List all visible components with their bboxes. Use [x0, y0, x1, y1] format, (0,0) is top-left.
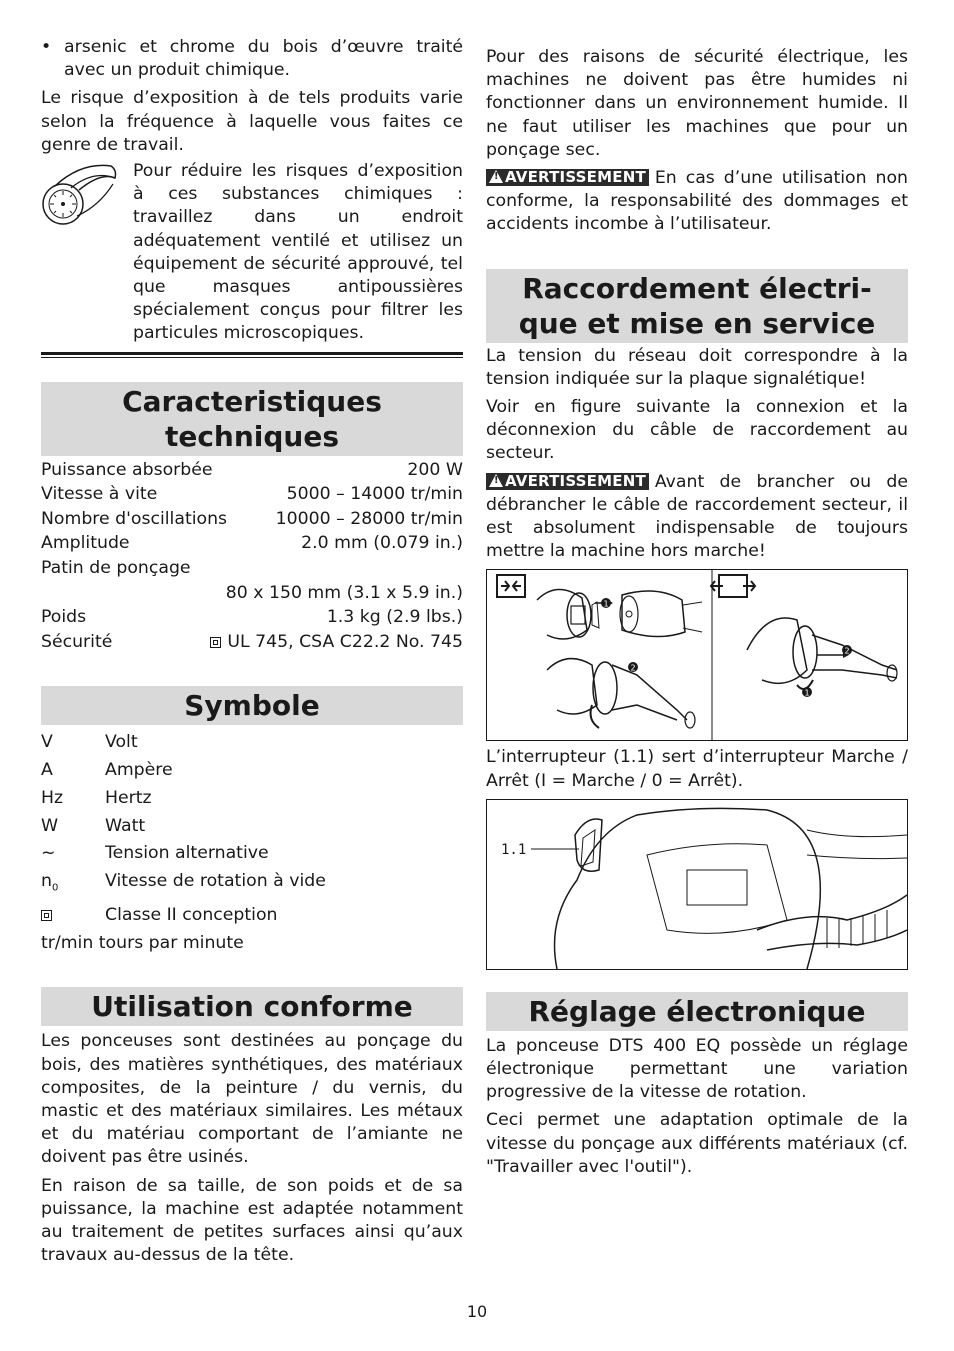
left-column — [41, 36, 463, 1268]
symbol-desc: Ampère — [105, 760, 173, 781]
risk-paragraph: Le risque d’exposition à de tels produits varie selon la fréquence à laquelle vous faites ce genre de travail. — [41, 88, 463, 155]
symbol-list — [41, 729, 463, 957]
spec-row — [41, 556, 463, 581]
symbol-key: ~ — [41, 843, 56, 864]
section-divider — [41, 352, 463, 358]
bullet-text: arsenic et chrome du bois d’œuvre traité avec un produit chimique. — [64, 37, 463, 81]
switch-callout-label: 1.1 — [501, 841, 527, 858]
spec-value-text: UL 745, CSA C22.2 No. 745 — [227, 631, 463, 652]
warning-text: En cas d’une utilisation non conforme, la responsabilité des dommages et accidents incombe à l’utilisateur. — [486, 168, 908, 235]
reglage-heading: Réglage électronique — [486, 992, 908, 1031]
spec-row — [41, 531, 463, 556]
svg-text:2: 2 — [630, 663, 636, 673]
spec-value: 5000 – 14000 tr/min — [286, 484, 463, 505]
warning-paragraph-1 — [486, 167, 908, 237]
mask-block — [41, 160, 463, 346]
utilisation-paragraph-1: Les ponceuses sont destinées au ponçage du bois, des matières synthétiques, des matériaux composites, de la peinture / du vernis, du mastic et des matériaux similaires. Les métaux et du matériau comportant de l’amiante ne doivent pas être usinés. — [41, 1031, 463, 1168]
spec-label: Sécurité — [41, 631, 113, 652]
symbol-row — [41, 868, 463, 902]
warning-badge — [486, 473, 649, 490]
spec-value: 2.0 mm (0.079 in.) — [301, 533, 463, 554]
spec-label: Puissance absorbée — [41, 459, 213, 480]
safety-paragraph: Pour des raisons de sécurité électrique, les machines ne doivent pas être humides ni fonctionner dans un environnement humide. Il ne faut utiliser les machines que pour un ponçage sec. — [486, 47, 908, 160]
symbol-key — [41, 902, 105, 930]
spec-row — [41, 605, 463, 630]
warning-label: AVERTISSEMENT — [505, 168, 646, 187]
symbol-row — [41, 785, 463, 813]
right-column — [486, 46, 908, 1179]
symbol-desc: Watt — [105, 815, 146, 836]
symbol-desc: Vitesse de rotation à vide — [105, 870, 326, 891]
utilisation-heading: Utilisation conforme — [41, 987, 463, 1026]
symbol-desc: Tension alternative — [105, 843, 269, 864]
raccordement-heading-line-1: Raccordement électri- — [522, 271, 872, 305]
svg-text:2: 2 — [844, 646, 850, 656]
reglage-paragraph-1: La ponceuse DTS 400 EQ possède un réglage électronique permettant une variation progressive de la vitesse de rotation. — [486, 1035, 908, 1103]
switch-paragraph: L’interrupteur (1.1) sert d’interrupteur Marche / Arrêt (I = Marche / 0 = Arrêt). — [486, 747, 908, 791]
symbol-row — [41, 729, 463, 757]
cable-connection-figure — [486, 569, 908, 741]
svg-text:1: 1 — [603, 599, 609, 609]
symbol-row — [41, 902, 463, 930]
bullet-item — [41, 36, 463, 82]
symbol-key: Hz — [41, 787, 64, 808]
warning-paragraph-2 — [486, 471, 908, 564]
connect-icon — [497, 575, 525, 597]
symbol-key: V — [41, 732, 53, 753]
warning-badge — [486, 169, 649, 186]
warning-triangle-icon — [489, 170, 503, 183]
spec-label: Amplitude — [41, 533, 130, 554]
figure-paragraph: Voir en figure suivante la connexion et la déconnexion du câble de raccordement au secteur. — [486, 397, 908, 464]
specs-heading — [41, 382, 463, 456]
spec-label: Patin de ponçage — [41, 558, 191, 579]
page-number: 10 — [466, 1302, 488, 1321]
bullet-dot: • — [41, 37, 52, 57]
spec-row — [41, 458, 463, 483]
symbol-desc: Volt — [105, 732, 138, 753]
symbol-row — [41, 757, 463, 785]
spec-row — [41, 507, 463, 532]
symbol-key: W — [41, 815, 59, 836]
spec-row — [41, 630, 463, 655]
svg-text:1: 1 — [804, 688, 810, 698]
spec-value: 200 W — [407, 459, 463, 480]
class-ii-icon — [210, 637, 221, 648]
symbol-row — [41, 840, 463, 868]
specs-heading-line-2: techniques — [164, 419, 340, 453]
spec-label: Nombre d'oscillations — [41, 508, 228, 529]
symbol-row — [41, 813, 463, 841]
raccordement-heading — [486, 269, 908, 343]
spec-value — [210, 630, 463, 655]
spec-value: 10000 – 28000 tr/min — [275, 508, 463, 529]
symbol-key: A — [41, 760, 53, 781]
warning-triangle-icon — [489, 474, 503, 487]
respirator-mask-icon — [41, 160, 133, 346]
spec-row — [41, 482, 463, 507]
warning-label: AVERTISSEMENT — [505, 471, 646, 490]
tension-paragraph: La tension du réseau doit correspondre à la tension indiquée sur la plaque signalétique! — [486, 345, 908, 389]
warning-text: Avant de brancher ou de débrancher le câble de raccordement secteur, il est absolument indispensable de toujours mettre la machine hors marche! — [486, 471, 908, 562]
symbol-row — [41, 930, 463, 958]
utilisation-paragraph-2: En raison de sa taille, de son poids et de sa puissance, la machine est adaptée notamment au traitement de petites surfaces ainsi qu’aux travaux au-dessus de la tête. — [41, 1175, 463, 1266]
symbol-desc: Classe II conception — [105, 905, 278, 926]
spec-label: Vitesse à vite — [41, 484, 158, 505]
spec-value: 1.3 kg (2.9 lbs.) — [326, 607, 463, 628]
reglage-paragraph-2: Ceci permet une adaptation optimale de la vitesse du ponçage aux différents matériaux (cf. "Travailler avec l'outil"). — [486, 1110, 908, 1177]
mask-paragraph: Pour réduire les risques d’exposition à ces substances chimiques : travaillez dans un endroit adéquatement ventilé et utilisez un équipement de sécurité approuvé, tel que masques antipoussières spécialement conçus pour filtrer les particules microscopiques. — [133, 161, 463, 344]
class-ii-icon — [41, 910, 52, 921]
disconnect-icon — [711, 575, 755, 597]
symbol-key-main: n — [41, 870, 52, 891]
specs-heading-line-1: Caracteristiques — [122, 384, 382, 418]
switch-figure — [486, 799, 908, 970]
raccordement-heading-line-2: que et mise en service — [518, 306, 876, 340]
symbol-desc: Hertz — [105, 787, 152, 808]
spec-row — [41, 581, 463, 606]
specs-table — [41, 458, 463, 655]
symbole-heading: Symbole — [41, 686, 463, 725]
symbol-key-sub: 0 — [51, 882, 59, 894]
spec-label: Poids — [41, 607, 87, 628]
symbol-key — [41, 868, 105, 902]
spec-value: 80 x 150 mm (3.1 x 5.9 in.) — [225, 582, 463, 603]
symbol-desc: tr/min tours par minute — [41, 932, 244, 953]
